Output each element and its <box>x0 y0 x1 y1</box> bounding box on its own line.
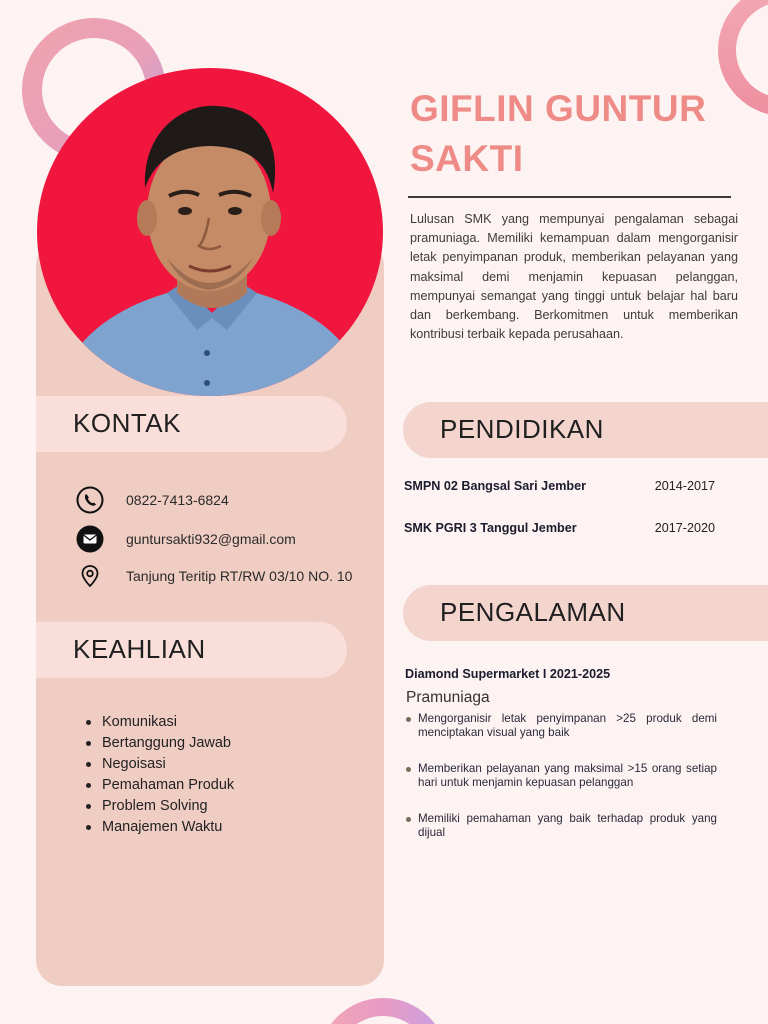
skill-item: Problem Solving <box>80 796 234 817</box>
education-years: 2014-2017 <box>654 479 715 493</box>
skill-item: Bertanggung Jawab <box>80 733 234 754</box>
skill-item: Pemahaman Produk <box>80 775 234 796</box>
bullet-icon <box>406 767 411 772</box>
job-duty <box>406 812 717 840</box>
person-illustration <box>37 68 383 396</box>
skill-item: Komunikasi <box>80 712 234 733</box>
contact-address-text: Tanjung Teritip RT/RW 03/10 NO. 10 <box>126 568 353 584</box>
contact-phone-text: 0822-7413-6824 <box>126 492 229 508</box>
job-role: Pramuniaga <box>406 689 490 706</box>
contact-email <box>76 525 296 553</box>
job-company: Diamond Supermarket I 2021-2025 <box>405 667 611 681</box>
contact-phone <box>76 486 229 514</box>
location-pin-icon <box>76 562 104 590</box>
job-duty-text: Mengorganisir letak penyimpanan >25 produk demi menciptakan visual yang baik <box>418 712 717 739</box>
email-icon <box>76 525 104 553</box>
bullet-icon <box>406 817 411 822</box>
job-duty-text: Memiliki pemahaman yang baik terhadap produk yang dijual <box>418 812 717 839</box>
job-duty-text: Memberikan pelayanan yang maksimal >15 orang setiap hari untuk menjamin kepuasan pelanggan <box>418 762 717 789</box>
skill-item: Manajemen Waktu <box>80 817 234 838</box>
skills-title: KEAHLIAN <box>73 634 206 664</box>
decorative-ring-bottom <box>318 998 448 1024</box>
education-years: 2017-2020 <box>654 521 715 535</box>
skill-item: Negoisasi <box>80 754 234 775</box>
bullet-icon <box>406 717 411 722</box>
job-duty <box>406 762 717 790</box>
contact-address <box>76 562 353 590</box>
skills-list <box>80 712 234 838</box>
name-divider <box>408 196 731 198</box>
contact-title: KONTAK <box>73 408 181 438</box>
profile-summary: Lulusan SMK yang mempunyai pengalaman sebagai pramuniaga. Memiliki kemampuan dalam mengorganisir letak penyimpanan produk, memberikan pelayanan yang maksimal demi menjamin kepuasan pelanggan, mempunyai semangat yang tinggi untuk belajar hal baru dan berkembang. Berkomitmen untuk memberikan kontribusi terbaik kepada perusahaan. <box>410 212 738 342</box>
education-title: PENDIDIKAN <box>440 414 604 444</box>
phone-icon <box>76 486 104 514</box>
contact-email-text: guntursakti932@gmail.com <box>126 531 296 547</box>
education-school: SMPN 02 Bangsal Sari Jember <box>404 479 586 493</box>
profile-photo <box>37 68 383 396</box>
experience-title: PENGALAMAN <box>440 597 626 627</box>
full-name: GIFLIN GUNTUR SAKTI <box>410 88 707 179</box>
education-school: SMK PGRI 3 Tanggul Jember <box>404 521 577 535</box>
job-duty <box>406 712 717 740</box>
